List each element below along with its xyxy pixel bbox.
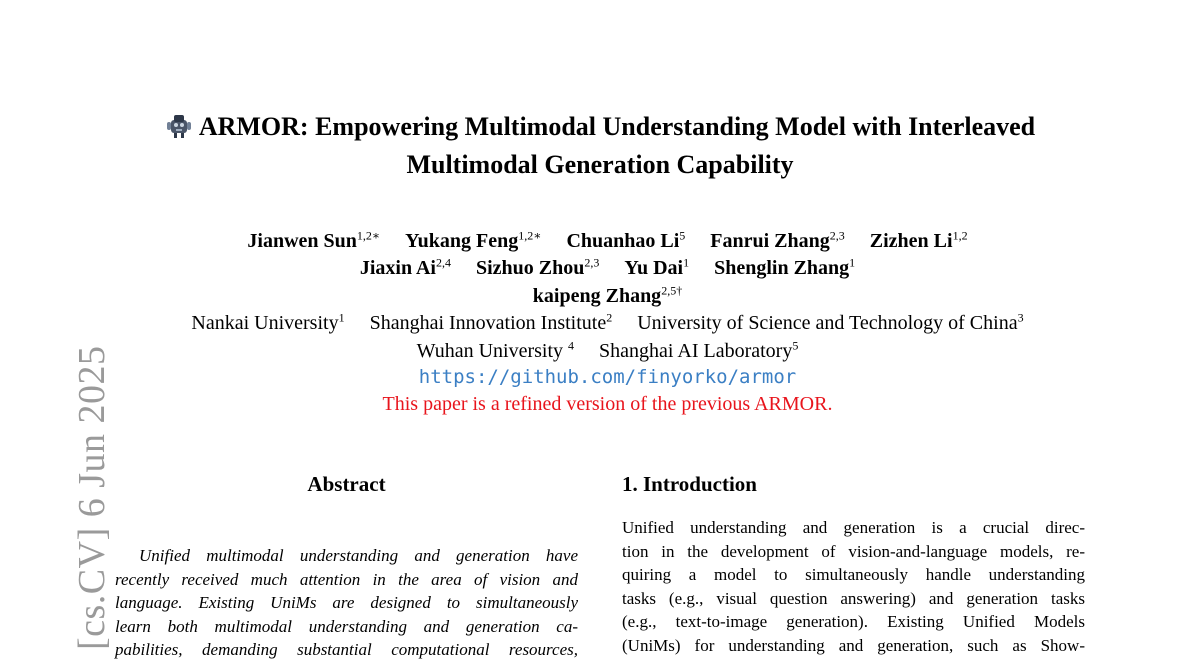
author-name: Fanrui Zhang$^{2,3}$ xyxy=(710,228,845,252)
introduction-line: (e.g., text-to-image generation). Existing Unified Models xyxy=(622,612,1085,631)
author-name: kaipeng Zhang$^{2,5\dagger}$ xyxy=(532,283,683,307)
abstract-line: Unified multimodal understanding and generation have xyxy=(139,546,578,565)
introduction-line: tasks (e.g., visual question answering) and generation tasks xyxy=(622,588,1085,608)
author-name: Jianwen Sun$^{1,2∗}$ xyxy=(247,228,381,252)
author-name: Chuanhao Li$^5$ xyxy=(566,228,686,252)
author-name: Zizhen Li$^{1,2}$ xyxy=(869,228,968,252)
author-name: Yu Dai$^1$ xyxy=(624,255,690,279)
abstract-line: pabilities, demanding substantial computational resources, xyxy=(115,640,578,659)
abstract-line: learn both multimodal understanding and generation ca- xyxy=(115,616,578,636)
introduction-body xyxy=(622,516,1085,657)
introduction-line: (UniMs) for understanding and generation, such as Show- xyxy=(622,635,1085,655)
author-name: Yukang Feng$^{1,2∗}$ xyxy=(405,228,542,252)
introduction-line: tion in the development of vision-and-language models, re- xyxy=(622,541,1085,561)
introduction-line: quiring a model to simultaneously handle understanding xyxy=(622,565,1085,584)
title-line-2: Multimodal Generation Capability xyxy=(406,150,794,179)
affiliation-row-1 xyxy=(100,310,1115,335)
author-row-2 xyxy=(100,255,1115,280)
abstract-body xyxy=(115,544,578,662)
author-name: Shenglin Zhang$^1$ xyxy=(714,255,856,279)
affiliation: Nankai University$^1$ xyxy=(191,310,345,334)
affiliation: Shanghai AI Laboratory$^5$ xyxy=(599,338,799,362)
abstract-line: recently received much attention in the area of vision and xyxy=(115,569,578,589)
affiliation: Wuhan University $^4$ xyxy=(416,338,575,362)
arxiv-stamp-text: [cs.CV] 6 Jun 2025 xyxy=(71,345,113,650)
author-name: Jiaxin Ai$^{2,4}$ xyxy=(359,255,451,279)
author-row-1 xyxy=(100,228,1115,253)
paper-title xyxy=(120,108,1080,184)
affiliation: University of Science and Technology of China$^3$ xyxy=(637,310,1024,334)
github-link[interactable]: https://github.com/finyorko/armor xyxy=(418,366,797,388)
affiliation-row-2 xyxy=(100,338,1115,363)
title-line-1 xyxy=(120,108,1080,146)
author-row-3 xyxy=(100,283,1115,308)
robot-logo-icon xyxy=(165,111,193,139)
refined-version-note: This paper is a refined version of the previous ARMOR. xyxy=(382,393,833,415)
arxiv-side-stamp xyxy=(28,340,113,660)
title-line-1-text: ARMOR: Empowering Multimodal Understanding Model with Interleaved xyxy=(198,112,1036,141)
abstract-line: language. Existing UniMs are designed to simultaneously xyxy=(115,593,578,612)
affiliation: Shanghai Innovation Institute$^2$ xyxy=(369,310,613,334)
author-name: Sizhuo Zhou$^{2,3}$ xyxy=(475,255,600,279)
abstract-heading: Abstract xyxy=(307,472,386,496)
introduction-heading: 1. Introduction xyxy=(622,472,757,496)
introduction-line: Unified understanding and generation is a crucial direc- xyxy=(622,518,1085,537)
